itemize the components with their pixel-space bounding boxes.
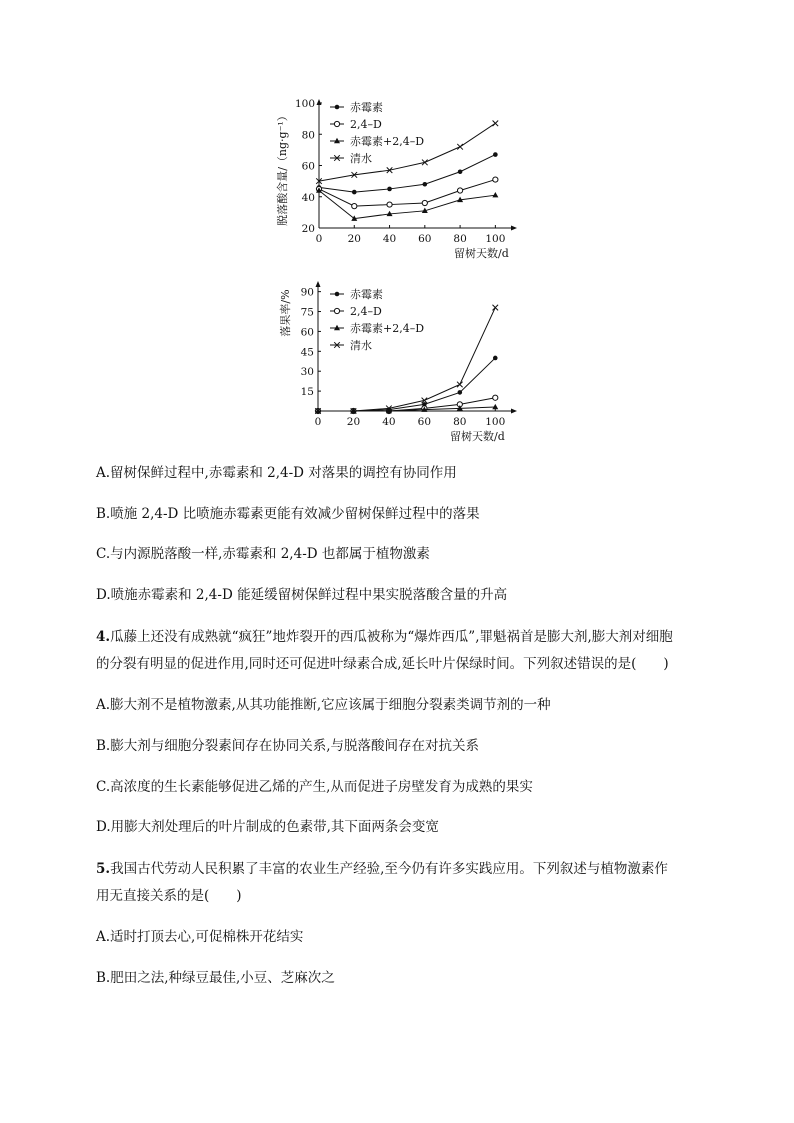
y-axis-label: 落果率/% <box>279 289 292 337</box>
data-point <box>493 152 498 157</box>
legend-marker <box>335 292 340 297</box>
y-tick-label: 80 <box>301 129 315 142</box>
y-tick-label: 45 <box>300 346 314 359</box>
legend-label: 赤霉素 <box>350 288 383 301</box>
series-line <box>318 407 495 411</box>
y-tick-label: 75 <box>300 306 314 319</box>
x-tick-label: 60 <box>418 233 432 245</box>
q3-option-a: A.留树保鲜过程中,赤霉素和 2,4-D 对落果的调控有协同作用 <box>96 465 457 481</box>
data-point <box>493 121 499 127</box>
x-tick-label: 0 <box>314 416 322 428</box>
x-tick-label: 100 <box>485 416 506 428</box>
y-axis-arrow <box>316 281 321 287</box>
data-point <box>493 356 498 361</box>
legend-marker <box>334 308 339 313</box>
data-point <box>457 382 463 388</box>
data-point <box>492 305 498 311</box>
data-point <box>493 395 498 400</box>
y-tick-label: 20 <box>301 223 315 235</box>
q3-option-d: D.喷施赤霉素和 2,4-D 能延缓留树保鲜过程中果实脱落酸含量的升高 <box>96 587 508 603</box>
y-tick-label: 90 <box>300 286 314 299</box>
x-axis-arrow <box>511 226 517 231</box>
q5-stem-line2: 用无直接关系的是( ) <box>96 888 242 904</box>
q4-stem-line2: 的分裂有明显的促进作用,同时还可促进叶绿素合成,延长叶片保绿时间。下列叙述错误的是( ) <box>96 656 669 672</box>
y-tick-label: 40 <box>301 191 315 204</box>
legend-marker <box>334 121 339 126</box>
data-point <box>352 204 357 209</box>
legend-label: 赤霉素 <box>350 101 383 114</box>
x-tick-label: 40 <box>382 416 396 428</box>
x-tick-label: 80 <box>453 233 467 245</box>
q4-stem-line1 <box>96 626 673 649</box>
legend-label: 2,4–D <box>350 118 382 131</box>
y-tick-label: 15 <box>300 386 314 399</box>
q5-number: 5. <box>96 861 111 877</box>
q5-stem-line1 <box>96 858 668 881</box>
series-line <box>319 191 495 219</box>
series-line <box>319 180 495 207</box>
x-tick-label: 0 <box>315 233 323 245</box>
data-point <box>458 390 463 395</box>
q5-option-b: B.肥田之法,种绿豆最佳,小豆、芝麻次之 <box>96 970 335 986</box>
data-point <box>423 182 428 187</box>
q4-stem-text: 瓜藤上还没有成熟就“疯狂”地炸裂开的西瓜被称为“爆炸西瓜”,罪魁祸首是膨大剂,膨大剂对细胞 <box>110 629 673 645</box>
y-axis-arrow <box>317 99 322 105</box>
y-tick-label: 60 <box>300 326 314 339</box>
charts-area <box>0 0 794 450</box>
legend-label: 赤霉素+2,4–D <box>350 135 425 148</box>
data-point <box>457 144 463 150</box>
q4-number: 4. <box>96 629 111 645</box>
data-point <box>492 404 498 409</box>
y-tick-label: 30 <box>300 366 314 379</box>
legend-label: 2,4–D <box>350 305 382 318</box>
data-point <box>387 187 392 192</box>
data-point <box>457 188 462 193</box>
x-axis-arrow <box>511 409 517 414</box>
legend-label: 赤霉素+2,4–D <box>350 322 425 335</box>
data-point <box>387 202 392 207</box>
q3-option-c: C.与内源脱落酸一样,赤霉素和 2,4-D 也都属于植物激素 <box>96 546 430 562</box>
x-tick-label: 20 <box>347 233 361 245</box>
y-tick-label: 60 <box>301 160 315 173</box>
q5-stem-text: 我国古代劳动人民积累了丰富的农业生产经验,至今仍有许多实践应用。下列叙述与植物激素作 <box>110 861 668 877</box>
q4-option-d: D.用膨大剂处理后的叶片制成的色素带,其下面两条会变宽 <box>96 819 439 835</box>
x-axis-label: 留树天数/d <box>450 430 505 443</box>
series-line <box>319 123 495 181</box>
q3-option-b: B.喷施 2,4-D 比喷施赤霉素更能有效减少留树保鲜过程中的落果 <box>96 506 480 522</box>
legend-label: 清水 <box>350 152 372 165</box>
x-tick-label: 80 <box>453 416 467 428</box>
data-point <box>458 169 463 174</box>
data-point <box>492 192 498 197</box>
legend-label: 清水 <box>350 339 372 352</box>
x-axis-label: 留树天数/d <box>454 247 509 260</box>
q5-option-a: A.适时打顶去心,可促棉株开花结实 <box>96 929 304 945</box>
data-point <box>422 200 427 205</box>
series-line <box>319 155 495 193</box>
x-tick-label: 40 <box>382 233 397 245</box>
legend-marker <box>335 105 340 110</box>
x-tick-label: 20 <box>346 416 361 428</box>
q4-option-c: C.高浓度的生长素能够促进乙烯的产生,从而促进子房壁发育为成熟的果实 <box>96 779 533 795</box>
x-tick-label: 60 <box>417 416 432 428</box>
y-axis-label: 脱落酸含量/（ng·g⁻¹） <box>276 110 289 226</box>
q4-option-b: B.膨大剂与细胞分裂素间存在协同关系,与脱落酸间存在对抗关系 <box>96 738 480 754</box>
y-tick-label: 100 <box>294 98 315 110</box>
data-point <box>493 177 498 182</box>
data-point <box>352 190 357 195</box>
x-tick-label: 100 <box>485 233 506 245</box>
fruit-drop-rate-chart <box>278 281 517 443</box>
abscisic-acid-chart <box>275 98 517 260</box>
q4-option-a: A.膨大剂不是植物激素,从其功能推断,它应该属于细胞分裂素类调节剂的一种 <box>96 697 551 713</box>
